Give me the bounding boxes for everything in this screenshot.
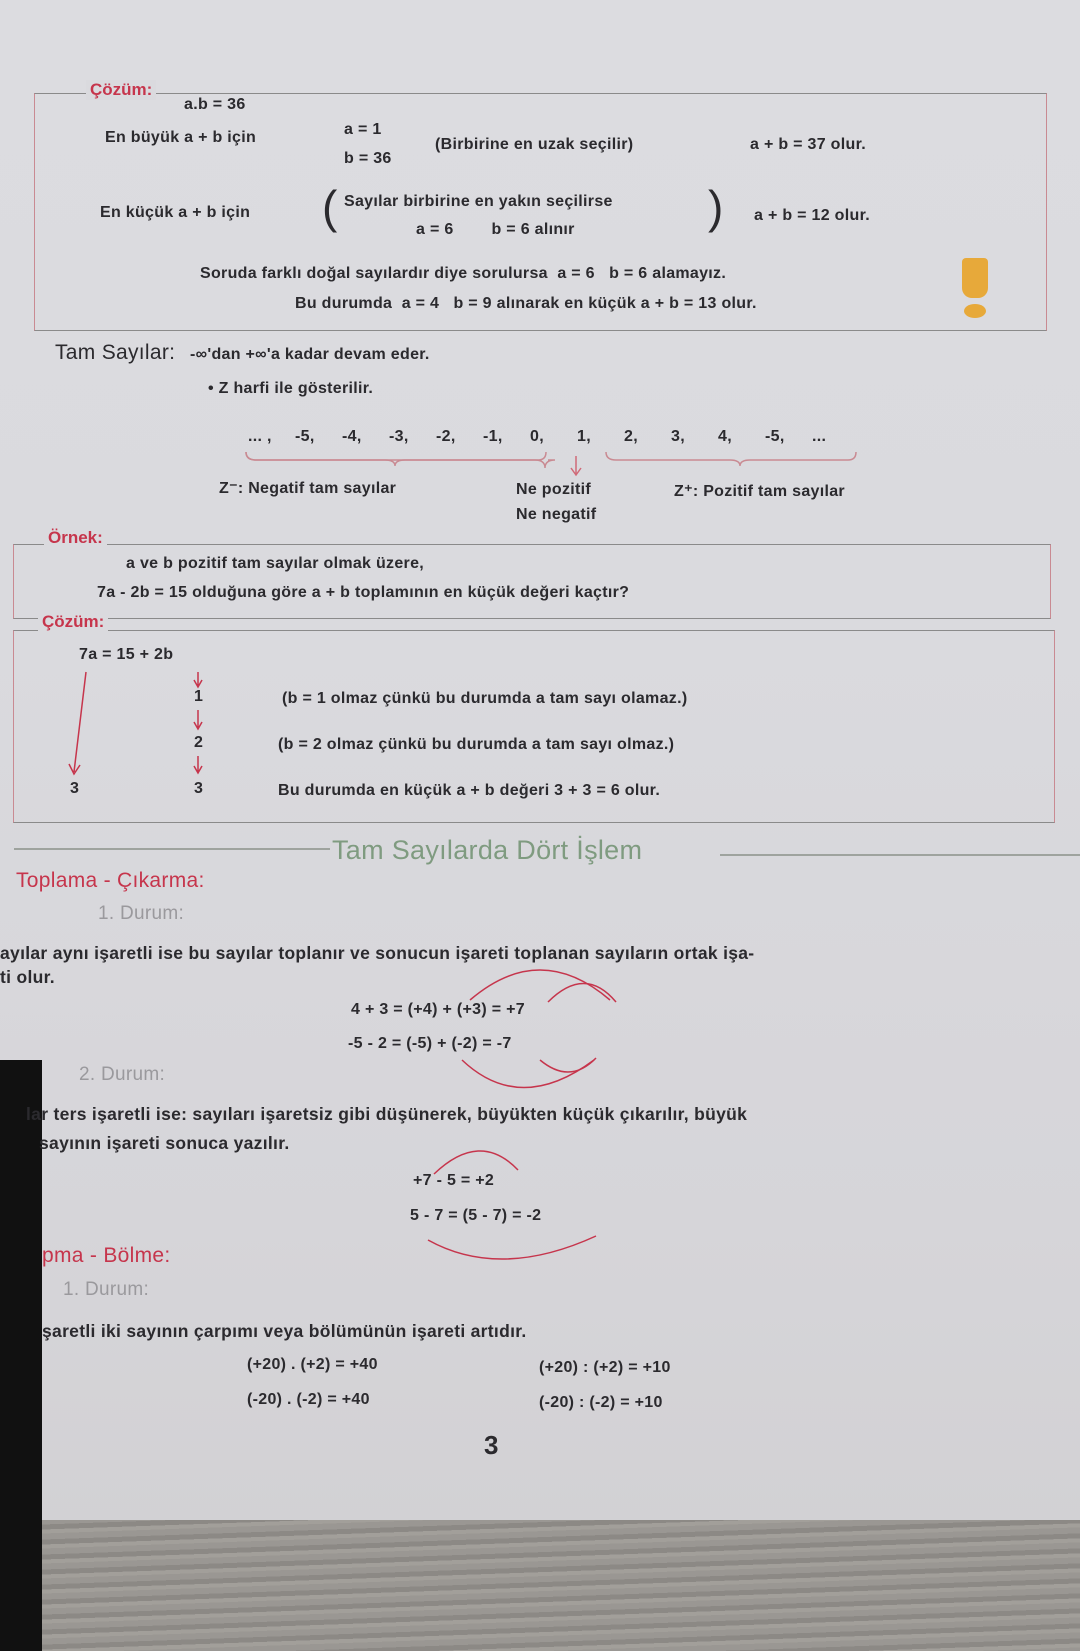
equation: (-20) : (-2) = +10	[539, 1394, 663, 1411]
positive-label: Z⁺: Pozitif tam sayılar	[674, 483, 845, 500]
arc-opp-2	[428, 1236, 596, 1259]
example-label: Örnek:	[44, 528, 107, 548]
sequence-item: -5,	[295, 428, 315, 445]
divider-left	[14, 848, 330, 850]
b-value: 3	[194, 780, 204, 797]
equation: (+20) . (+2) = +40	[247, 1356, 378, 1373]
min-note: Sayılar birbirine en yakın seçilirse	[344, 193, 613, 210]
section-heading: Tam Sayılarda Dört İşlem	[332, 835, 643, 865]
a-value: 3	[70, 780, 80, 797]
sequence-item: -2,	[436, 428, 456, 445]
solution-label: Çözüm:	[86, 80, 156, 100]
min-label: En küçük a + b için	[100, 204, 251, 221]
example-line-1: a ve b pozitif tam sayılar olmak üzere,	[126, 555, 425, 572]
page-number: 3	[484, 1430, 499, 1460]
equation: 7a = 15 + 2b	[79, 646, 174, 663]
solution-label: Çözüm:	[38, 612, 108, 632]
equation: a.b = 36	[184, 96, 246, 113]
equation: -5 - 2 = (-5) + (-2) = -7	[348, 1035, 512, 1052]
sequence-item: -5,	[765, 428, 785, 445]
add-sub-title: Toplama - Çıkarma:	[16, 869, 205, 892]
note: (b = 2 olmaz çünkü bu durumda a tam sayı olmaz.)	[278, 736, 675, 753]
arc-sub-1	[462, 1060, 594, 1088]
b-value: 1	[194, 688, 204, 705]
case-2-text: lar ters işaretli ise: sayıları işaretsiz gibi düşünerek, büyükten küçük çıkarılır, büyük	[26, 1104, 748, 1124]
equation: +7 - 5 = +2	[413, 1172, 495, 1189]
md-case-1-text: şaretli iki sayının çarpımı veya bölümünün işareti artıdır.	[42, 1321, 527, 1341]
case-1-text: ayılar aynı işaretli ise bu sayılar toplanır ve sonucun işareti toplanan sayıların ortak işa-	[0, 943, 755, 963]
sequence-item: -1,	[483, 428, 503, 445]
note: (b = 1 olmaz çünkü bu durumda a tam sayı olamaz.)	[282, 690, 688, 707]
mul-div-title: pma - Bölme:	[42, 1244, 171, 1267]
warning-line-1: Soruda farklı doğal sayılardır diye sorulursa a = 6 b = 6 alamayız.	[200, 265, 727, 282]
arc-opp-1	[434, 1151, 518, 1174]
equation: (+20) : (+2) = +10	[539, 1359, 671, 1376]
integers-title: Tam Sayılar:	[55, 341, 176, 364]
case-2-text: sayının işareti sonuca yazılır.	[39, 1133, 290, 1153]
left-paren: (	[322, 181, 338, 233]
pos-brace	[606, 452, 856, 466]
right-paren: )	[708, 181, 724, 233]
example-line-2: 7a - 2b = 15 olduğuna göre a + b toplamının en küçük değeri kaçtır?	[97, 584, 630, 601]
min-values: a = 6 b = 6 alınır	[416, 221, 575, 238]
arc-sub-2	[540, 1058, 596, 1072]
sequence-item: 3,	[671, 428, 685, 445]
warning-line-2: Bu durumda a = 4 b = 9 alınarak en küçük a + b = 13 olur.	[295, 295, 757, 312]
integers-desc: -∞'dan +∞'a kadar devam eder.	[190, 346, 430, 363]
zero-label-1: Ne pozitif	[516, 481, 591, 498]
max-label: En büyük a + b için	[105, 129, 257, 146]
sequence-item: ...	[812, 428, 827, 445]
sequence-item: 4,	[718, 428, 732, 445]
arc-add-2	[548, 984, 616, 1003]
divider-right	[720, 854, 1080, 856]
max-b: b = 36	[344, 150, 392, 167]
sequence-item: 1,	[577, 428, 591, 445]
equation: 4 + 3 = (+4) + (+3) = +7	[351, 1001, 525, 1018]
neg-brace-full	[246, 452, 546, 466]
zero-arrow	[571, 456, 581, 475]
min-result: a + b = 12 olur.	[754, 207, 870, 224]
case-2-label: 2. Durum:	[79, 1064, 166, 1085]
zero-label-2: Ne negatif	[516, 506, 597, 523]
max-result: a + b = 37 olur.	[750, 136, 866, 153]
equation: (-20) . (-2) = +40	[247, 1391, 370, 1408]
md-case-1-label: 1. Durum:	[63, 1279, 150, 1300]
sequence-item: ... ,	[248, 428, 272, 445]
b-value: 2	[194, 734, 204, 751]
negative-label: Z⁻: Negatif tam sayılar	[219, 480, 397, 497]
sequence-item: -4,	[342, 428, 362, 445]
integers-bullet: • Z harfi ile gösterilir.	[208, 380, 374, 397]
sequence-item: 2,	[624, 428, 638, 445]
max-a: a = 1	[344, 121, 382, 138]
case-1-text: ti olur.	[0, 967, 55, 987]
equation: 5 - 7 = (5 - 7) = -2	[410, 1207, 542, 1224]
arc-add-1	[470, 970, 610, 1000]
sequence-item: 0,	[530, 428, 544, 445]
note: Bu durumda en küçük a + b değeri 3 + 3 = 6 olur.	[278, 782, 661, 799]
case-1-label: 1. Durum:	[98, 903, 185, 924]
max-note: (Birbirine en uzak seçilir)	[435, 136, 634, 153]
sequence-item: -3,	[389, 428, 409, 445]
